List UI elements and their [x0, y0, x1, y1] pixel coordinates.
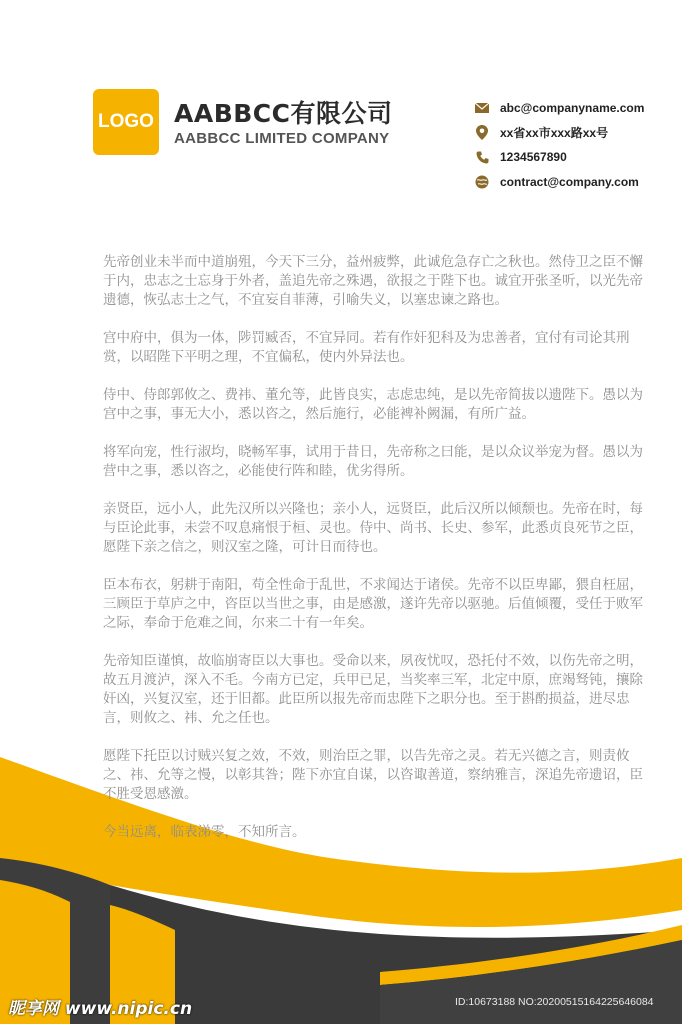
paragraph: 今当远离，临表涕零，不知所言。	[103, 824, 306, 840]
paragraph: 愿陛下托臣以讨贼兴复之效，不效，则治臣之罪，以告先帝之灵。若无兴德之言，则责攸之、祎、允等之慢，以彰其咎；陛下亦宜自谋，以咨诹善道，察纳雅言，深追先帝遗诏，臣不胜受恩感激。	[103, 748, 643, 802]
watermark-brand: 昵享网 www.nipic.cn	[8, 999, 193, 1019]
paragraph: 先帝知臣谨慎，故临崩寄臣以大事也。受命以来，夙夜忧叹，恐托付不效，以伤先帝之明，故五月渡泸，深入不毛。今南方已定，兵甲已足，当奖率三军，北定中原，庶竭驽钝，攘除奸凶，兴复汉室，还于旧都。此臣所以报先帝而忠陛下之职分也。至于斟酌损益，进尽忠言，则攸之、祎、允之任也。	[103, 653, 643, 726]
contact-row-web	[474, 170, 674, 195]
location-pin-icon	[474, 125, 490, 141]
globe-icon	[474, 174, 490, 190]
company-name-cn: AABBCC有限公司	[174, 99, 393, 128]
paragraph: 宫中府中，俱为一体，陟罚臧否，不宜异同。若有作奸犯科及为忠善者，宜付有司论其刑赏，以昭陛下平明之理，不宜偏私，使内外异法也。	[103, 330, 630, 365]
paragraph: 侍中、侍郎郭攸之、费祎、董允等，此皆良实，志虑忠纯，是以先帝简拔以遗陛下。愚以为宫中之事，事无大小，悉以咨之，然后施行，必能裨补阙漏，有所广益。	[103, 387, 643, 422]
company-name-en: AABBCC LIMITED COMPANY	[174, 130, 390, 147]
contact-row-email	[474, 96, 674, 121]
letter-body	[103, 253, 643, 861]
envelope-icon	[474, 100, 490, 116]
contact-row-phone	[474, 145, 674, 170]
watermark-id: ID:10673188 NO:20200515164225646084	[455, 996, 654, 1008]
contact-address: xx省xx市xxx路xx号	[500, 126, 609, 141]
paragraph: 先帝创业未半而中道崩殂，今天下三分，益州疲弊，此诚危急存亡之秋也。然侍卫之臣不懈于内，忠志之士忘身于外者，盖追先帝之殊遇，欲报之于陛下也。诚宜开张圣听，以光先帝遗德，恢弘志士之气，不宜妄自菲薄，引喻失义，以塞忠谏之路也。	[103, 254, 643, 308]
phone-icon	[474, 149, 490, 165]
contact-phone: 1234567890	[500, 150, 567, 165]
contact-block	[474, 96, 674, 194]
paragraph: 将军向宠，性行淑均，晓畅军事，试用于昔日，先帝称之曰能，是以众议举宠为督。愚以为营中之事，悉以咨之，必能使行阵和睦，优劣得所。	[103, 444, 643, 479]
contact-row-address	[474, 121, 674, 146]
logo-label: LOGO	[98, 111, 154, 132]
logo-badge	[93, 89, 159, 155]
paragraph: 臣本布衣，躬耕于南阳，苟全性命于乱世，不求闻达于诸侯。先帝不以臣卑鄙，猥自枉屈，三顾臣于草庐之中，咨臣以当世之事，由是感激，遂许先帝以驱驰。后值倾覆，受任于败军之际，奉命于危难之间，尔来二十有一年矣。	[103, 577, 643, 631]
contact-email: abc@companyname.com	[500, 101, 645, 116]
contact-web-email: contract@company.com	[500, 174, 639, 189]
paragraph: 亲贤臣，远小人，此先汉所以兴隆也；亲小人，远贤臣，此后汉所以倾颓也。先帝在时，每与臣论此事，未尝不叹息痛恨于桓、灵也。侍中、尚书、长史、参军，此悉贞良死节之臣，愿陛下亲之信之，则汉室之隆，可计日而待也。	[103, 501, 643, 555]
